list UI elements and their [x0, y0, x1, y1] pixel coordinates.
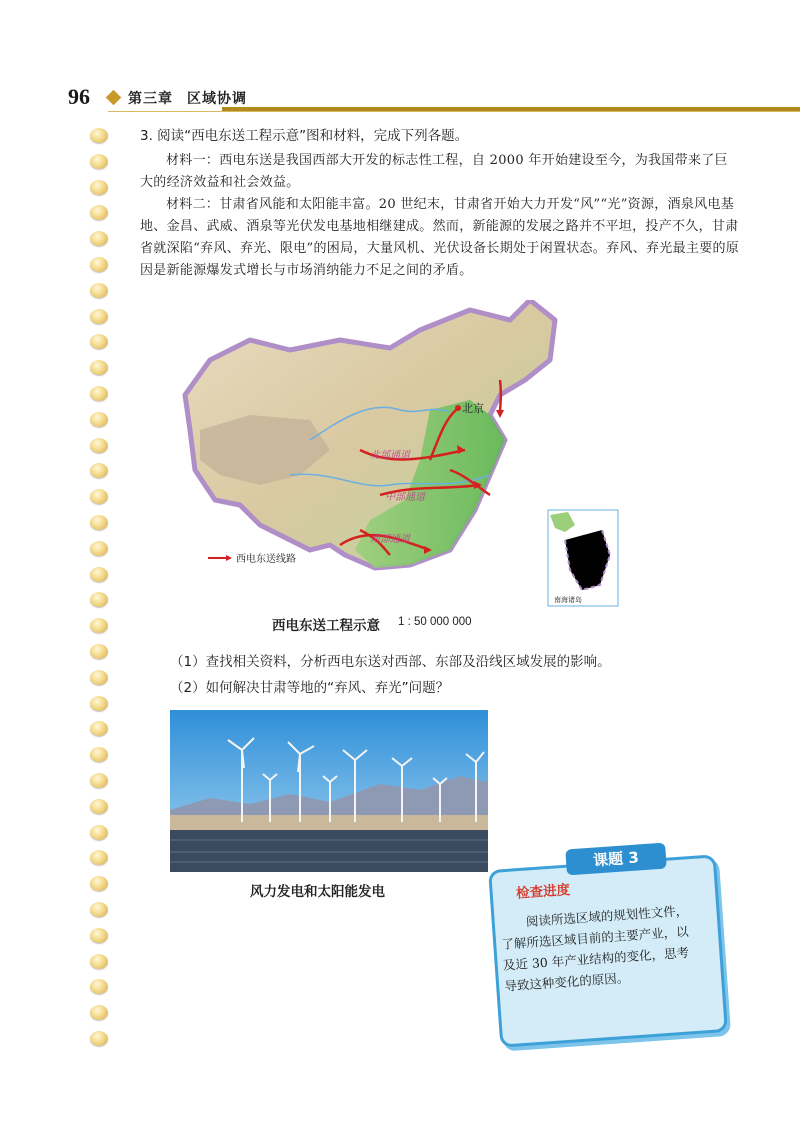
binder-rings	[90, 128, 114, 1048]
subquestion-2: （2）如何解决甘肃等地的“弃风、弃光”问题？	[170, 680, 450, 696]
binder-ring	[90, 1031, 108, 1046]
card-title: 检查进度	[515, 882, 571, 902]
binder-ring	[90, 231, 108, 246]
binder-ring	[90, 283, 108, 298]
photo-caption: 风力发电和太阳能发电	[250, 884, 385, 900]
solar-panels	[170, 830, 488, 872]
binder-ring	[90, 541, 108, 556]
binder-ring	[90, 876, 108, 891]
binder-ring	[90, 334, 108, 349]
subquestion-1: （1）查找相关资料，分析西电东送对西部、东部及沿线区域发展的影响。	[170, 654, 611, 670]
chapter-number: 第三章	[128, 91, 173, 107]
binder-ring	[90, 825, 108, 840]
binder-ring	[90, 257, 108, 272]
binder-ring	[90, 902, 108, 917]
binder-ring	[90, 618, 108, 633]
binder-ring	[90, 180, 108, 195]
header-rule-thin	[108, 111, 800, 112]
binder-ring	[90, 463, 108, 478]
binder-ring	[90, 928, 108, 943]
card-text: 阅读所选区域的规划性文件，了解所选区域目前的主要产业，以及近 30 年产业结构的变化，思考导致这种变化的原因。	[500, 902, 690, 994]
binder-ring	[90, 412, 108, 427]
binder-ring	[90, 721, 108, 736]
binder-ring	[90, 850, 108, 865]
project-tab: 课题 3	[565, 843, 667, 876]
map-caption: 西电东送工程示意	[272, 618, 380, 634]
page-number: 96	[68, 84, 90, 109]
photo-drawing	[170, 710, 488, 872]
material-one: 材料一：西电东送是我国西部大开发的标志性工程，自 2000 年开始建设至今，为我国带来了巨大的经济效益和社会效益。	[140, 153, 728, 190]
binder-ring	[90, 205, 108, 220]
label-middle-channel: 中部通道	[385, 492, 425, 503]
binder-ring	[90, 799, 108, 814]
binder-ring	[90, 979, 108, 994]
binder-ring	[90, 773, 108, 788]
binder-ring	[90, 747, 108, 762]
map-figure	[170, 300, 630, 610]
binder-ring	[90, 954, 108, 969]
page-header	[0, 84, 800, 114]
arrow-north-3	[496, 410, 504, 418]
legend-arrow-icon	[226, 555, 232, 561]
binder-ring	[90, 515, 108, 530]
binder-ring	[90, 360, 108, 375]
chapter-title	[128, 88, 247, 108]
binder-ring	[90, 1005, 108, 1020]
binder-ring	[90, 386, 108, 401]
binder-ring	[90, 128, 108, 143]
inset-label: 南海诸岛	[554, 596, 582, 604]
binder-ring	[90, 592, 108, 607]
label-north-channel: 北部通道	[370, 450, 410, 461]
binder-ring	[90, 438, 108, 453]
diamond-icon	[106, 90, 122, 106]
legend-label: 西电东送线路	[236, 554, 296, 565]
binder-ring	[90, 154, 108, 169]
beijing-label: 北京	[462, 402, 484, 415]
binder-ring	[90, 567, 108, 582]
section-title: 区域协调	[187, 91, 247, 107]
binder-ring	[90, 489, 108, 504]
route-north-3	[500, 380, 501, 415]
material-two: 材料二：甘肃省风能和太阳能丰富。20 世纪末，甘肃省开始大力开发“风”“光”资源，酒泉风电基地、金昌、武威、酒泉等光伏发电基地相继建成。然而，新能源的发展之路并不平坦，投产不久，甘肃省就深陷“弃风、弃光、限电”的困局，大量风机、光伏设备长期处于闲置状态。弃风、弃光最主要的原因是新能源爆发式增长与市场消纳能力不足之间的矛盾。	[140, 197, 740, 278]
binder-ring	[90, 309, 108, 324]
question-prompt: 3. 阅读“西电东送工程示意”图和材料，完成下列各题。	[140, 128, 469, 144]
map-scale: 1 : 50 000 000	[398, 616, 472, 628]
label-south-channel: 南部通道	[370, 534, 410, 545]
binder-ring	[90, 670, 108, 685]
west-east-power-map	[170, 300, 630, 610]
binder-ring	[90, 644, 108, 659]
wind-solar-photo	[170, 710, 488, 872]
binder-ring	[90, 696, 108, 711]
